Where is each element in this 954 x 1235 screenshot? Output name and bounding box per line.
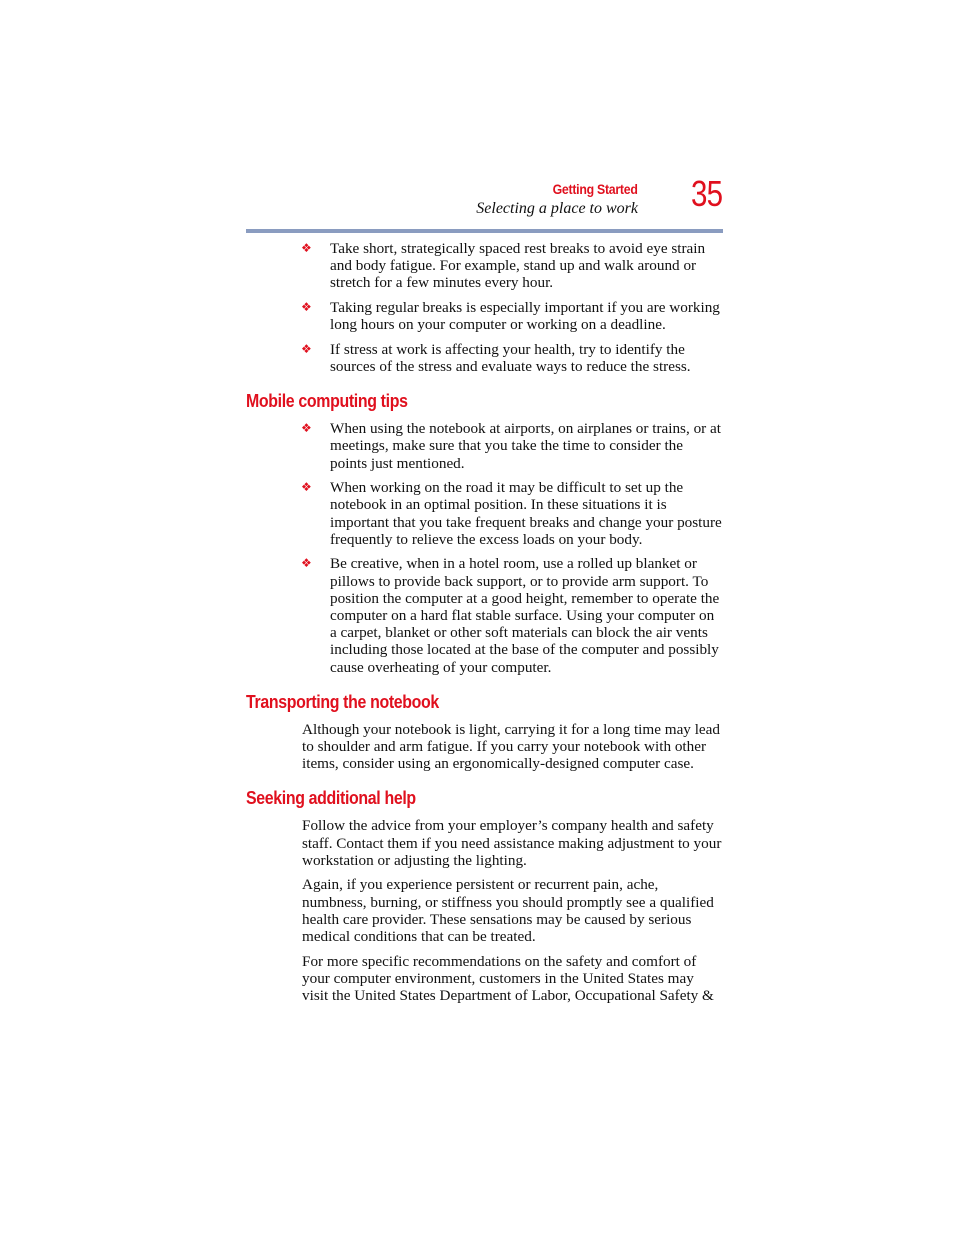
paragraph-employer-advice: Follow the advice from your employer’s company health and safety staff. Contact them if you need assistance making adjustment to your workstation or adjusting the lighting. bbox=[302, 817, 722, 869]
bullet-list-breaks bbox=[246, 240, 723, 375]
page-content bbox=[246, 240, 723, 1012]
bullet-list-mobile bbox=[246, 420, 723, 676]
list-item bbox=[246, 420, 723, 472]
paragraph-recommendations: For more specific recommendations on the safety and comfort of your computer environment, customers in the United States may visit the United States Department of Labor, Occupational Safety & bbox=[302, 952, 714, 1005]
diamond-bullet-icon: ❖ bbox=[301, 556, 312, 571]
diamond-bullet-icon: ❖ bbox=[301, 300, 312, 314]
header-chapter-title: Getting Started bbox=[552, 181, 638, 197]
list-item bbox=[246, 341, 723, 375]
bullet-text: Be creative, when in a hotel room, use a rolled up blanket or pillows to provide back support, or to provide arm support. To position the computer at a good height, remember to operate the computer on a hard flat stable surface. Using your computer on a carpet, blanket or other soft materials can block the air vents including those located at the base of the computer and possibly cause overheating of your computer. bbox=[330, 555, 720, 676]
diamond-bullet-icon: ❖ bbox=[301, 421, 312, 436]
bullet-text: Take short, strategically spaced rest breaks to avoid eye strain and body fatigue. For example, stand up and walk around or stretch for a few minutes every hour. bbox=[330, 240, 706, 292]
header-section-title: Selecting a place to work bbox=[476, 200, 638, 217]
list-item bbox=[246, 299, 723, 333]
list-item bbox=[246, 479, 723, 548]
bullet-text: When working on the road it may be difficult to set up the notebook in an optimal position. In these situations it is important that you take frequent breaks and change your posture frequently to relieve the excess loads on your body. bbox=[330, 479, 722, 548]
heading-transporting-notebook: Transporting the notebook bbox=[246, 690, 439, 712]
paragraph-health-provider: Again, if you experience persistent or recurrent pain, ache, numbness, burning, or stiffness you should promptly see a qualified health care provider. These sensations may be caused by serious medical conditions that can be treated. bbox=[302, 876, 714, 946]
diamond-bullet-icon: ❖ bbox=[301, 480, 312, 495]
bullet-text: If stress at work is affecting your health, try to identify the sources of the stress and evaluate ways to reduce the stress. bbox=[330, 340, 691, 375]
list-item bbox=[246, 240, 723, 292]
heading-mobile-computing-tips: Mobile computing tips bbox=[246, 390, 408, 412]
diamond-bullet-icon: ❖ bbox=[301, 341, 312, 356]
list-item bbox=[246, 555, 723, 675]
paragraph-transporting: Although your notebook is light, carrying it for a long time may lead to shoulder and arm fatigue. If you carry your notebook with other items, consider using an ergonomically-designed computer case. bbox=[302, 720, 720, 773]
page-number: 35 bbox=[691, 173, 723, 214]
heading-seeking-help: Seeking additional help bbox=[246, 787, 416, 809]
header-divider bbox=[246, 229, 723, 233]
bullet-text: When using the notebook at airports, on airplanes or trains, or at meetings, make sure that you take the time to consider the points just mentioned. bbox=[330, 420, 721, 472]
bullet-text: Taking regular breaks is especially important if you are working long hours on your computer or working on a deadline. bbox=[330, 299, 720, 334]
diamond-bullet-icon: ❖ bbox=[301, 241, 312, 255]
